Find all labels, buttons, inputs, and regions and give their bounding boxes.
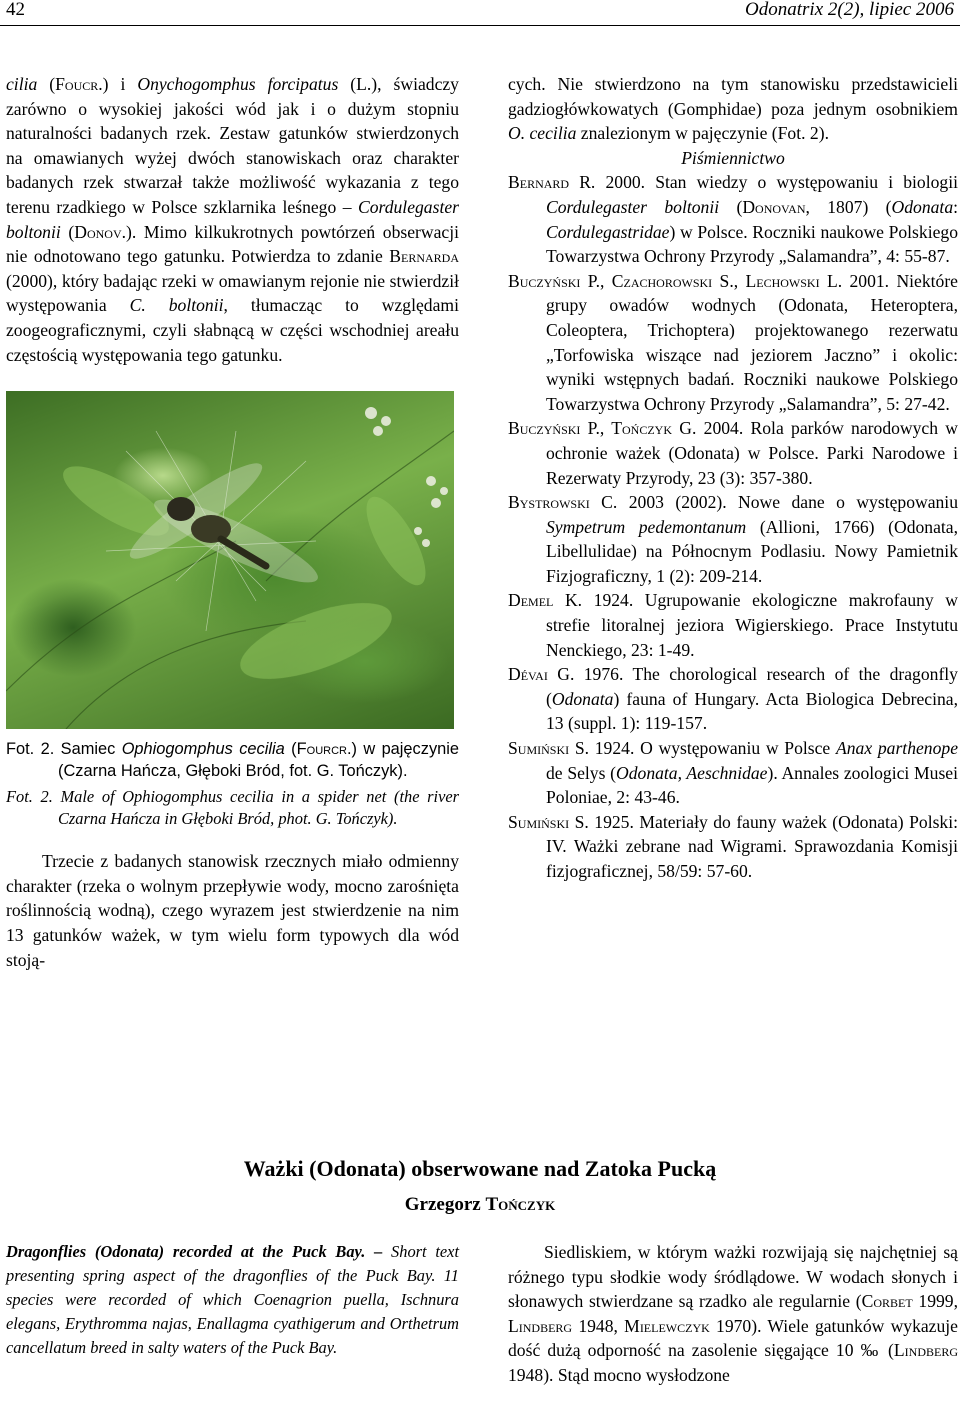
right-column: [508, 72, 958, 884]
abstract-title: Dragonflies (Odonata) recorded at the Puck Bay. –: [6, 1242, 383, 1261]
text-run: znalezionym w pajęczynie (Fot. 2).: [576, 123, 829, 144]
paragraph-1: [6, 72, 459, 367]
text-run: (2000), który badając rzeki w omawianym rejonie nie stwierdził występowania: [6, 270, 459, 316]
text-run: Fot. 2. Samiec: [6, 740, 122, 759]
reference-item: [508, 170, 958, 268]
species-name: O. cecilia: [508, 123, 577, 144]
reference-item: [508, 416, 958, 490]
author-name: Lindberg: [893, 1340, 958, 1361]
references-heading: Piśmiennictwo: [681, 147, 785, 168]
figure-caption: [6, 739, 459, 829]
ref-author: Bernard R.: [508, 172, 596, 193]
text-run: (: [719, 196, 743, 217]
ref-author: Sumiński S.: [508, 811, 589, 832]
abstract-body: Short text presenting spring aspect of the dragonflies of the Puck Bay. 11 species were recorded of which Coenagrion puella, Ischnura elegans, Erythromma najas, Enallagma cyathigerum and Orthetrum cancellatum breed in salty waters of the Puck Bay.: [6, 1242, 459, 1357]
text-run: Siedliskiem, w którym ważki rozwijają się najchętniej są różnego typu słodkie wody śródlądowe. W wodach słonych i słonawych stwierdzane są rzadko ale regularnie (: [508, 1242, 958, 1312]
text-run: .) w pajęczynie (Czarna Hańcza, Głęboki Bród, fot. G. Tończyk).: [58, 740, 460, 780]
reference-item: [508, 588, 958, 662]
text-run: (: [37, 74, 56, 94]
reference-item: [508, 810, 958, 884]
article-author: [0, 1192, 960, 1218]
taxon-name: Odonata: [551, 688, 614, 709]
dragonfly-photo: [6, 391, 454, 729]
journal-title: Odonatrix 2(2), lipiec 2006: [745, 0, 954, 20]
abstract: [6, 1240, 459, 1360]
text-run: , 1807) (: [805, 196, 892, 217]
ref-author: Buczyński P., Tończyk G.: [508, 418, 697, 439]
reference-item: [508, 736, 958, 810]
text-run: ) w Polsce. Roczniki naukowe Polskiego Towarzystwa Ochrony Przyrody „Salamandra”, 4: 55-87.: [546, 221, 958, 267]
text-run: (: [60, 221, 75, 242]
text-run: 2004. Rola parków narodowych w ochronie ważek (Odonata) w Polsce. Parki Narodowe i Rezerwaty Przyrody, 23 (3): 357-380.: [546, 418, 958, 488]
text-run: cych. Nie stwierdzono na tym stanowisku przedstawicieli gadziogłówkowatych (Gomphidae) poza jednym osobnikiem: [508, 74, 958, 119]
text-run: 2003 (2002). Nowe dane o występowaniu: [617, 492, 958, 513]
text-run: 1999,: [912, 1291, 958, 1312]
ref-author: Demel K.: [508, 590, 583, 611]
caption-english: Fot. 2. Male of Ophiogomphus cecilia in a spider net (the river Czarna Hańcza in Głęboki Bród, phot. G. Tończyk).: [6, 787, 459, 828]
author-name: Donovan: [742, 196, 806, 217]
author-name: Lindberg: [508, 1315, 573, 1336]
paragraph-2: Trzecie z badanych stanowisk rzecznych miało odmienny charakter (rzeka o wolnym przepływie wody, mocno zarośnięta roślinnością wodną), czego wyrazem jest stwierdzenie na nim 13 gatunków ważek, w tym wielu form typowych dla wód stoją-: [6, 851, 459, 970]
article-title: Ważki (Odonata) obserwowane nad Zatoka Pucką: [243, 1156, 717, 1181]
reference-item: [508, 662, 958, 736]
text-run: 2000. Stan wiedzy o występowaniu i biologii: [595, 172, 958, 193]
ref-author: Buczyński P., Czachorowski S., Lechowski L.: [508, 270, 843, 291]
paragraph-continued: [508, 72, 958, 146]
article-body: [508, 1240, 958, 1388]
text-run: 1948,: [572, 1315, 625, 1336]
taxon-name: Odonata, Aeschnidae: [616, 762, 768, 783]
author-name: Foucr: [55, 74, 99, 94]
reference-item: [508, 490, 958, 588]
species-name: Cordulegaster boltonii: [6, 196, 459, 242]
species-name: Onychogomphus forcipatus: [137, 74, 339, 94]
taxon-name: Cordulegastridae: [546, 221, 670, 242]
text-run: ) fauna of Hungary. Acta Biologica Debrecina, 13 (suppl. 1): 119-157.: [546, 688, 958, 734]
author-name: Corbet: [861, 1291, 913, 1312]
ref-author: Bystrowski C.: [508, 492, 618, 513]
text-run: 1976. The chorological research of the dragonfly (: [546, 664, 958, 709]
author-name: Donov: [74, 221, 122, 242]
article-paragraph: [508, 1240, 958, 1388]
ref-author: Sumiński S.: [508, 738, 590, 759]
text-run: (Allioni, 1766) (Odonata, Libellulidae) na Północnym Podlasiu. Nowy Pamietnik Fizjograficzny, 1 (2): 209-214.: [546, 516, 958, 586]
species-name: Cordulegaster boltonii: [546, 196, 720, 217]
text-run: 1948). Stąd mocno wysłodzone: [508, 1364, 730, 1385]
species-name: Anax parthenope: [835, 738, 958, 759]
photo-illustration: [6, 391, 454, 729]
text-run: :: [953, 196, 958, 217]
author-name: Fourcr: [296, 740, 347, 759]
ref-author: Dévai G.: [508, 664, 575, 685]
text-run: 2001. Niektóre grupy owadów wodnych (Odonata, Heteroptera, Coleoptera, Trichoptera) projektowanego rezerwatu „Torfowiska wiszące nad jeziorem Jaczno” i okolic: wyniki wstępnych badań. Roczniki naukowe Polskiego Towarzystwa Ochrony Przyrody „Salamandra”, 5: 27-42.: [546, 270, 958, 414]
text-run: , tłumacząc to względami zoogeograficznymi, czyli słabnącą w części wschodniej areału częstością występowania tego gatunku.: [6, 295, 459, 365]
taxon-name: Odonata: [891, 196, 954, 217]
left-column: [6, 72, 459, 972]
species-name: C. boltonii: [129, 295, 224, 316]
text-run: 1924. Ugrupowanie ekologiczne makrofauny w strefie litoralnej jeziora Wigierskiego. Prace Instytutu Nenckiego, 23: 1-49.: [546, 590, 959, 660]
reference-item: [508, 269, 958, 417]
text-run: cilia: [6, 74, 38, 94]
author-name: Mielewczyk: [624, 1315, 710, 1336]
text-run: 1970). Wiele gatunków wykazuje dość dużą odporność na zasolenie sięgające 10 ‰ (: [508, 1315, 958, 1361]
author-last-name: Tończyk: [485, 1194, 556, 1215]
species-name: Ophiogomphus cecilia: [121, 740, 285, 759]
page-header: [0, 0, 960, 26]
text-run: 1924. O występowaniu w Polsce: [589, 738, 836, 759]
text-run: de Selys (: [546, 762, 617, 783]
author-name: Bernarda: [389, 246, 459, 267]
caption-polish: [6, 739, 459, 782]
author-first-name: Grzegorz: [404, 1194, 486, 1215]
text-run: ). Annales zoologici Musei Poloniae, 2: 43-46.: [546, 762, 959, 808]
text-run: (: [284, 740, 297, 759]
page-number: 42: [6, 0, 25, 20]
text-run: (L.), świadczy zarówno o wysokiej jakości wód jak i o dużym stopniu naturalności badanych rzek. Zestaw gatunków stwierdzonych na omawianych wyżej dwóch stanowiskach oraz charakter badanych rzek stwarzał także możliwość wykazania z tego terenu rzadkiego w Polsce szklarnika leśnego –: [6, 74, 459, 217]
text-run: 1925. Materiały do fauny ważek (Odonata) Polski: IV. Ważki zebrane nad Wigrami. Sprawozdania Komisji fizjograficznej, 58/59: 57-60.: [546, 811, 958, 881]
species-name: Sympetrum pedemontanum: [546, 516, 747, 537]
text-run: .) i: [98, 74, 138, 94]
text-run: .). Mimo kilkukrotnych powtórzeń obserwacji nie odnotowano tego gatunku. Potwierdza to zdanie: [6, 221, 459, 267]
